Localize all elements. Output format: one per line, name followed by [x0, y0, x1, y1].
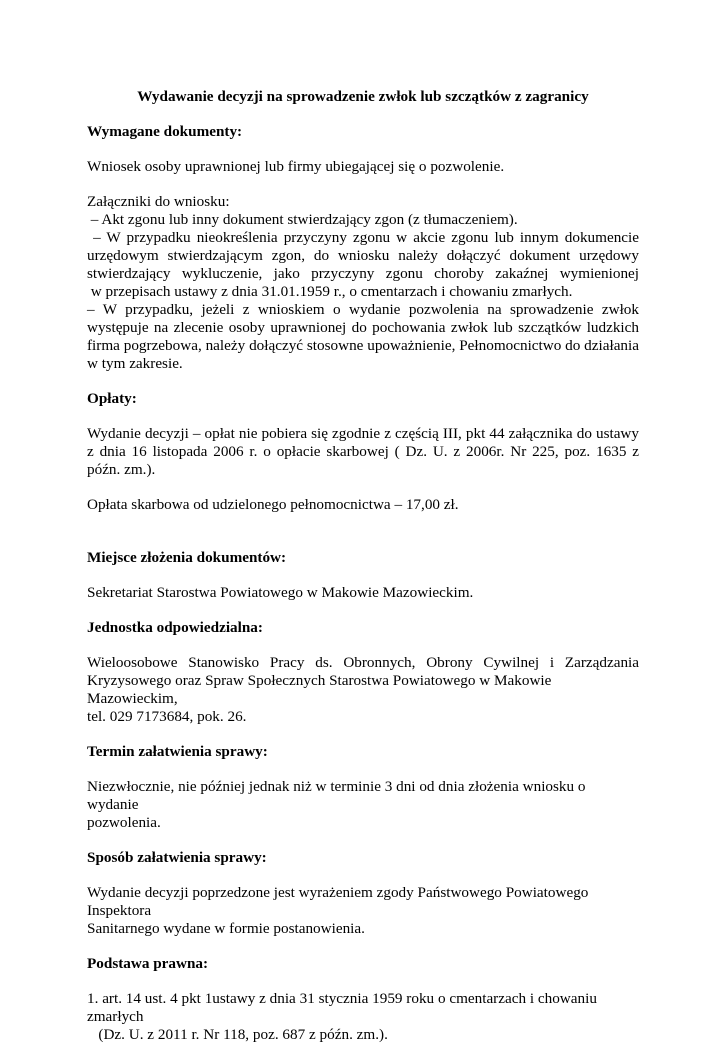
method-line-2: Sanitarnego wydane w formie postanowienia. [87, 920, 365, 937]
heading-legal-basis: Podstawa prawna: [87, 955, 209, 972]
attachment-item-2-line-3: stwierdzający wykluczenie, jako przyczyny zgonu choroby zakaźnej wymienionej [87, 265, 639, 282]
attachment-item-1: – Akt zgonu lub inny dokument stwierdzający zgon (z tłumaczeniem). [87, 211, 518, 228]
heading-method: Sposób załatwienia sprawy: [87, 849, 267, 866]
attachments-heading: Załączniki do wniosku: [87, 193, 230, 210]
attachment-item-3: – W przypadku, jeżeli z wnioskiem o wydanie pozwolenia na sprowadzenie zwłok występuje na zlecenie osoby uprawnionej do pochowania zwłok lub szczątków ludzkich firma pogrzebowa, należy dołączyć stosowne upoważnienie, Pełnomocnictwo do działania w tym zakresie. [87, 301, 639, 372]
page-title: Wydawanie decyzji na sprowadzenie zwłok lub szczątków z zagranicy [137, 88, 589, 105]
heading-deadline: Termin załatwienia sprawy: [87, 743, 268, 760]
unit-line-2: Kryzysowego oraz Spraw Społecznych Starostwa Powiatowego w Makowie Mazowieckim, [87, 672, 552, 707]
deadline-line-2: pozwolenia. [87, 814, 161, 831]
attachment-item-2-line-4: w przepisach ustawy z dnia 31.01.1959 r., o cmentarzach i chowaniu zmarłych. [87, 283, 573, 300]
legal-line-1: 1. art. 14 ust. 4 pkt 1ustawy z dnia 31 stycznia 1959 roku o cmentarzach i chowaniu zmarłych [87, 990, 597, 1025]
fees-text-2: Opłata skarbowa od udzielonego pełnomocnictwa – 17,00 zł. [87, 496, 459, 513]
attachment-item-2-line-1: – W przypadku nieokreślenia przyczyny zgonu w akcie zgonu lub innym dokumencie [87, 229, 639, 246]
attachment-item-2-line-2: urzędowym stwierdzającym zgon, do wniosku należy dołączyć dokument urzędowy [87, 247, 639, 264]
legal-line-2: (Dz. U. z 2011 r. Nr 118, poz. 687 z późn. zm.). [87, 1026, 388, 1043]
heading-place: Miejsce złożenia dokumentów: [87, 549, 287, 566]
fees-text-1: Wydanie decyzji – opłat nie pobiera się zgodnie z częścią III, pkt 44 załącznika do ustawy z dnia 16 listopada 2006 r. o opłacie skarbowej ( Dz. U. z 2006r. Nr 225, poz. 1635 z późn. zm.). [87, 425, 639, 478]
heading-required-documents: Wymagane dokumenty: [87, 123, 243, 140]
unit-line-1: Wieloosobowe Stanowisko Pracy ds. Obronnych, Obrony Cywilnej i Zarządzania [87, 654, 639, 671]
deadline-line-1: Niezwłocznie, nie później jednak niż w terminie 3 dni od dnia złożenia wniosku o wydanie [87, 778, 586, 813]
place-text: Sekretariat Starostwa Powiatowego w Makowie Mazowieckim. [87, 584, 474, 601]
heading-fees: Opłaty: [87, 390, 137, 407]
document-body [87, 88, 639, 1044]
unit-line-3: tel. 029 7173684, pok. 26. [87, 708, 247, 725]
request-text: Wniosek osoby uprawnionej lub firmy ubiegającej się o pozwolenie. [87, 158, 505, 175]
heading-unit: Jednostka odpowiedzialna: [87, 619, 263, 636]
method-line-1: Wydanie decyzji poprzedzone jest wyrażeniem zgody Państwowego Powiatowego Inspektora [87, 884, 589, 919]
